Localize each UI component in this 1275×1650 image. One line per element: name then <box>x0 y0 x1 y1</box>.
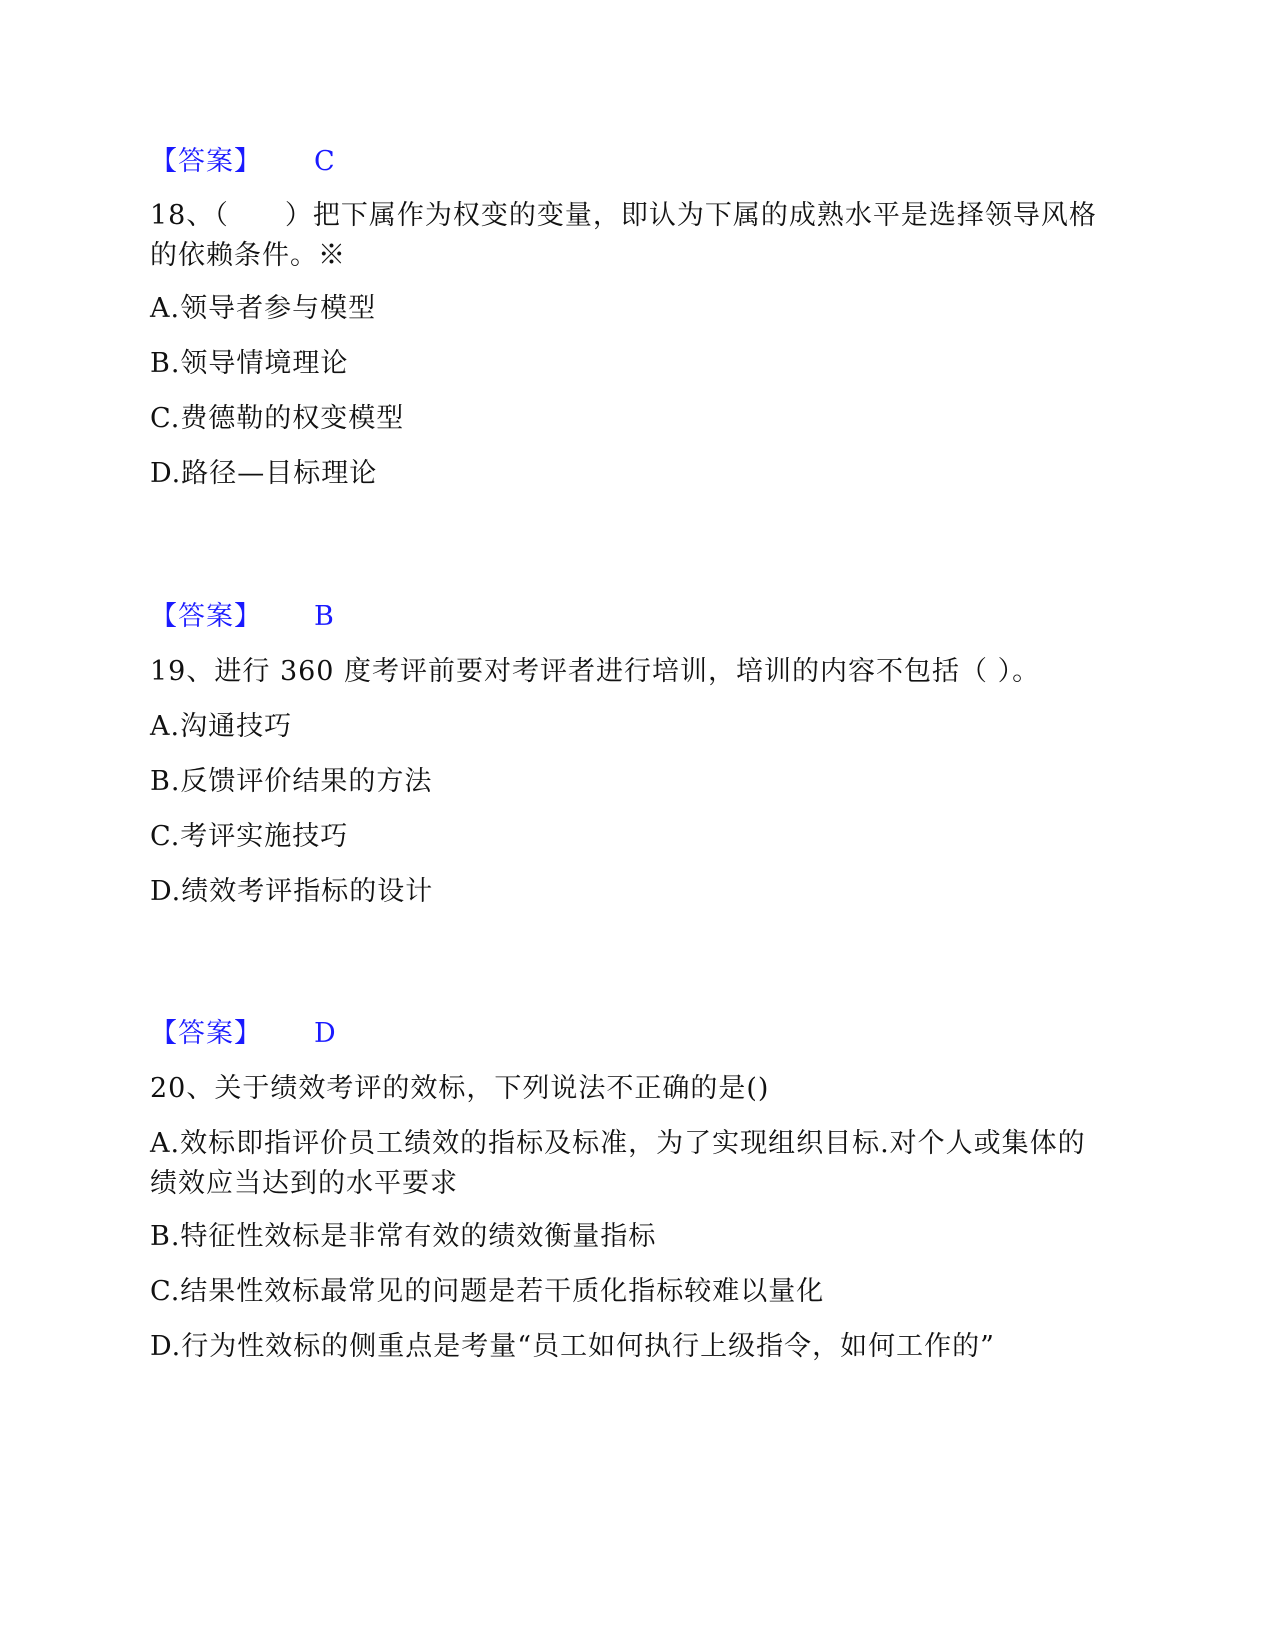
option-d: D.绩效考评指标的设计 <box>150 876 434 907</box>
option-b: B.特征性效标是非常有效的绩效衡量指标 <box>150 1221 657 1252</box>
option-b: B.反馈评价结果的方法 <box>150 766 433 797</box>
option-a: A.领导者参与模型 <box>150 293 377 324</box>
option-d: D.路径—目标理论 <box>150 458 378 489</box>
question-20: 20、关于绩效考评的效标，下列说法不正确的是() <box>150 1073 770 1104</box>
option-a: A.沟通技巧 <box>150 711 293 742</box>
option-a: A.效标即指评价员工绩效的指标及标准，为了实现组织目标.对个人或集体的绩效应当达到的水平要求 <box>150 1128 1086 1199</box>
option-c: C.费德勒的权变模型 <box>150 403 405 434</box>
option-b: B.领导情境理论 <box>150 348 349 379</box>
question-18: 18、（ ）把下属作为权变的变量，即认为下属的成熟水平是选择领导风格的依赖条件。※ <box>150 200 1097 271</box>
answer-value: D <box>314 1018 337 1049</box>
answer-value: B <box>314 601 335 632</box>
answer-line <box>150 1014 337 1054</box>
answer-label: 【答案】 <box>150 601 262 632</box>
answer-label: 【答案】 <box>150 146 262 177</box>
option-c: C.结果性效标最常见的问题是若干质化指标较难以量化 <box>150 1276 825 1307</box>
option-c: C.考评实施技巧 <box>150 821 349 852</box>
answer-label: 【答案】 <box>150 1018 262 1049</box>
answer-line <box>150 597 335 637</box>
option-d: D.行为性效标的侧重点是考量“员工如何执行上级指令，如何工作的” <box>150 1331 995 1362</box>
question-19: 19、进行 360 度考评前要对考评者进行培训，培训的内容不包括（ ）。 <box>150 656 1041 687</box>
answer-line <box>150 142 336 182</box>
answer-value: C <box>314 146 336 177</box>
